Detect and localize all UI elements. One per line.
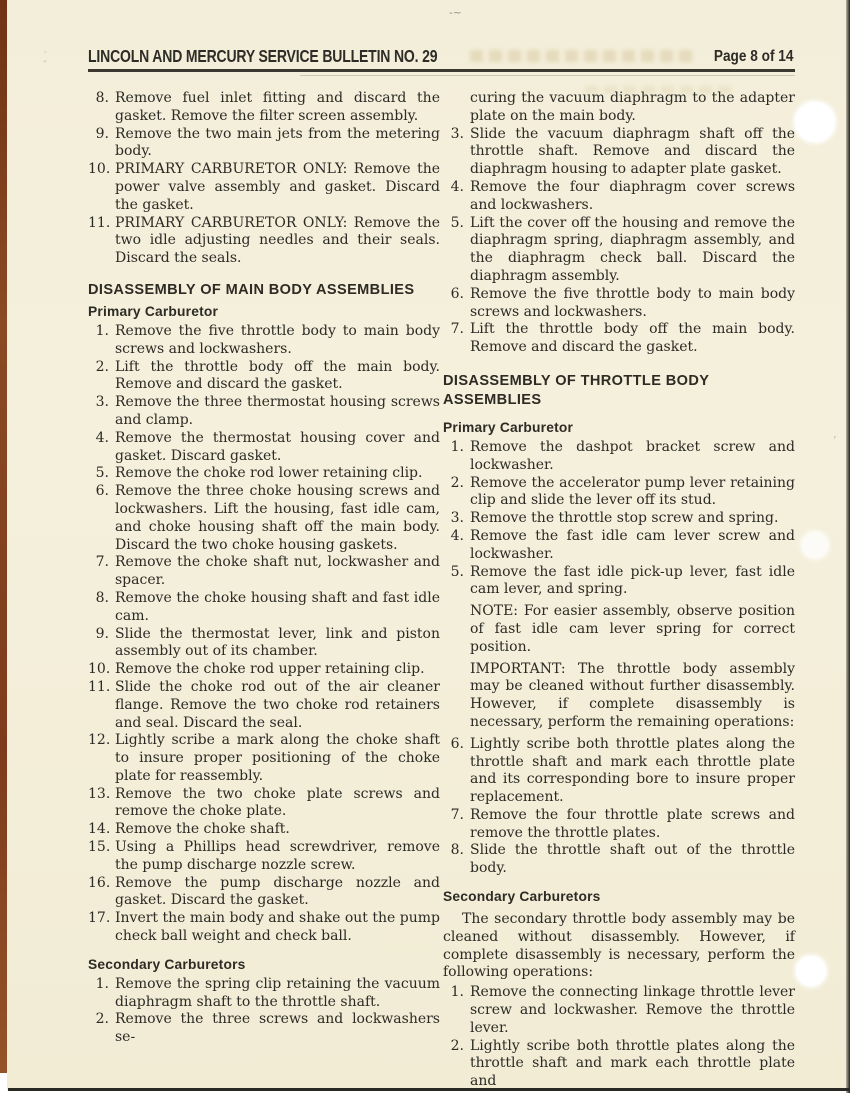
primary-carburetor-list [88,323,440,946]
item-number: 1. [95,322,109,339]
item-text: Slide the choke rod out of the air cleaner flange. Remove the two choke rod retainers and seal. Discard the seal. [115,678,440,731]
right-column [443,90,795,1091]
item-text: Remove the five throttle body to main body screws and lockwashers. [470,285,795,320]
subheading-primary-carburetor: Primary Carburetor [88,303,219,319]
item-text: Remove the accelerator pump lever retaining clip and slide the lever off its stud. [470,474,795,509]
list-item [443,215,795,286]
item-number: 16. [88,874,111,891]
item-number: 5. [95,465,109,482]
secondary-intro-paragraph: The secondary throttle body assembly may be cleaned without disassembly. However, if complete disassembly is necessary, perform the following operations: [443,911,795,981]
item-number: 2. [450,474,464,491]
item-number: 13. [88,785,111,802]
item-text: Lift the throttle body off the main body. Remove and discard the gasket. [470,321,795,356]
item-text: Lightly scribe both throttle plates along the throttle shaft and mark each throttle plate and its corresponding bore to insure proper replacement. [470,735,795,806]
list-item [443,510,795,528]
item-text: Lightly scribe both throttle plates along the throttle shaft and mark each throttle plate and [470,1037,795,1090]
item-text: Using a Phillips head screwdriver, remove the pump discharge nozzle screw. [115,839,440,873]
list-item [88,161,440,214]
item-text: Slide the vacuum diaphragm shaft off the throttle shaft. Remove and discard the diaphragm housing to adapter plate gasket. [470,125,795,178]
item-number: 5. [450,214,464,231]
list-item [88,1011,440,1047]
section-heading-main-body: DISASSEMBLY OF MAIN BODY ASSEMBLIES [88,280,415,298]
item-number: 11. [88,678,111,695]
subheading-secondary-carburetors: Secondary Carburetors [443,889,601,905]
item-number: 3. [450,125,464,142]
item-text: PRIMARY CARBURETOR ONLY: Remove the two idle adjusting needles and their seals. Discard the seals. [115,214,440,267]
ink-ghost-smudge [470,50,695,62]
list-item [443,286,795,322]
item-text: PRIMARY CARBURETOR ONLY: Remove the power valve assembly and gasket. Discard the gasket. [115,161,440,213]
item-number: 2. [95,358,109,375]
subheading-primary-carburetor: Primary Carburetor [443,419,574,435]
item-number: 15. [88,839,111,856]
item-number: 14. [88,821,111,838]
list-item [443,984,795,1037]
carryover-text: curing the vacuum diaphragm to the adapter plate on the main body. [470,90,795,124]
list-item [88,875,440,911]
note-paragraph: NOTE: For easier assembly, observe position of fast idle cam lever spring for correct position. [470,603,795,655]
page-number-label: Page 8 of 14 [713,48,793,65]
list-item [88,732,440,785]
list-item [443,842,795,878]
primary-carburetor-list-a [443,439,795,599]
item-text: Remove the two choke plate screws and remove the choke plate. [115,785,440,820]
item-text: Remove the choke rod lower retaining clip. [115,465,423,482]
header-rule-echo [300,75,795,76]
item-number: 3. [450,510,464,527]
item-text: Lightly scribe a mark along the choke shaft to insure proper positioning of the choke plate for reassembly. [115,732,440,784]
list-item [88,679,440,732]
item-text: Remove the thermostat housing cover and gasket. Discard gasket. [115,429,440,464]
carryover-list [88,90,440,268]
item-number: 9. [95,625,109,642]
item-number: 6. [450,285,464,302]
item-text: Remove the choke shaft. [115,821,290,838]
punch-hole-top [795,102,835,142]
item-number: 9. [95,125,109,142]
item-number: 10. [88,661,111,678]
list-item [88,323,440,359]
item-number: 5. [450,563,464,580]
list-item [88,215,440,268]
list-item [88,786,440,822]
list-item [443,1038,795,1091]
list-item [443,126,795,179]
list-item [443,564,795,600]
list-item [443,475,795,511]
item-number: 7. [450,806,464,823]
item-text: Invert the main body and shake out the pump check ball weight and check ball. [115,910,440,945]
item-text: Remove the four diaphragm cover screws and lockwashers. [470,178,795,213]
item-text: Remove the spring clip retaining the vacuum diaphragm shaft to the throttle shaft. [115,975,440,1010]
item-number: 10. [88,161,111,178]
list-item [88,821,440,839]
subheading-secondary-carburetors: Secondary Carburetors [88,956,246,972]
list-item [88,465,440,483]
item-text: Lift the throttle body off the main body. Remove and discard the gasket. [115,358,440,393]
list-item [443,439,795,475]
item-text: Slide the throttle shaft out of the throttle body. [470,842,795,877]
item-text: Remove the three thermostat housing screws and clamp. [115,394,440,428]
list-item [88,430,440,466]
list-item [88,590,440,626]
item-text: Remove the choke shaft nut, lockwasher and spacer. [115,554,440,589]
list-item [88,976,440,1012]
item-number: 8. [450,842,464,859]
list-item [443,736,795,807]
item-number: 6. [450,735,464,752]
list-item [88,394,440,430]
scan-edge-left [0,0,7,1073]
section-heading-throttle-body-line1: DISASSEMBLY OF THROTTLE BODY [443,371,710,389]
item-number: 1. [450,984,464,1001]
item-number: 4. [95,429,109,446]
item-number: 8. [95,90,109,106]
scan-mark: ´̧ [42,50,48,63]
item-text: Remove the four throttle plate screws and remove the throttle plates. [470,806,795,841]
item-text: Remove the choke housing shaft and fast idle cam. [115,589,440,624]
item-number: 2. [450,1037,464,1054]
item-number: 1. [95,975,109,992]
item-text: Remove the dashpot bracket screw and lockwasher. [470,438,795,473]
scan-edge-right [846,0,850,1093]
list-item [443,807,795,843]
list-item [443,528,795,564]
item-number: 8. [95,589,109,606]
item-text: Remove the three screws and lockwashers se- [115,1011,440,1046]
item-text: Remove the two main jets from the metering body. [115,125,440,160]
item-number: 7. [450,321,464,338]
list-item [88,359,440,395]
item-number: 1. [450,438,464,455]
list-item [88,126,440,162]
item-text: Remove the fast idle pick-up lever, fast idle cam lever, and spring. [470,563,795,598]
item-text: Lift the cover off the housing and remove the diaphragm spring, diaphragm assembly, and the diaphragm check ball. Discard the diaphragm assembly. [470,214,795,284]
item-text: Remove the connecting linkage throttle lever screw and lockwasher. Remove the throttle lever. [470,984,795,1036]
list-item [88,554,440,590]
punch-hole-middle [802,532,828,558]
left-column [88,90,440,1047]
scan-mark: ’ [833,434,837,447]
carryover-list [443,126,795,357]
list-item [88,626,440,662]
item-number: 3. [95,394,109,411]
scan-mark: -~ [449,6,462,19]
item-text: Remove the fast idle cam lever screw and lockwasher. [470,527,795,562]
secondary-carburetors-list [443,984,795,1091]
item-number: 4. [450,178,464,195]
item-number: 4. [450,527,464,544]
secondary-carburetors-list [88,976,440,1047]
item-number: 17. [88,910,111,927]
item-number: 11. [88,214,111,231]
item-number: 2. [95,1011,109,1028]
list-item [88,483,440,554]
item-text: Remove the five throttle body to main body screws and lockwashers. [115,322,440,357]
list-item [88,910,440,946]
list-item [88,661,440,679]
primary-carburetor-list-b [443,736,795,878]
section-heading-throttle-body-line2: ASSEMBLIES [443,390,542,408]
list-item [443,321,795,357]
list-item [88,839,440,875]
item-number: 12. [88,732,111,749]
item-text: Remove the pump discharge nozzle and gasket. Discard the gasket. [115,874,440,909]
item-text: Remove the three choke housing screws and lockwashers. Lift the housing, fast idle cam, and choke housing shaft off the main body. Discard the two choke housing gaskets. [115,483,440,553]
list-item [443,179,795,215]
list-item [88,90,440,126]
important-paragraph: IMPORTANT: The throttle body assembly may be cleaned without further disassembly. However, if complete disassembly is necessary, perform the remaining operations: [470,660,795,730]
header-rule [88,69,795,72]
item-text: Slide the thermostat lever, link and piston assembly out of its chamber. [115,625,440,660]
item-text: Remove fuel inlet fitting and discard the gasket. Remove the filter screen assembly. [115,90,440,124]
bulletin-title: LINCOLN AND MERCURY SERVICE BULLETIN NO. 29 [88,46,438,66]
item-number: 6. [95,483,109,500]
item-text: Remove the choke rod upper retaining clip. [115,661,425,678]
item-number: 7. [95,554,109,571]
item-text: Remove the throttle stop screw and spring. [470,510,779,527]
punch-hole-bottom [796,956,826,986]
